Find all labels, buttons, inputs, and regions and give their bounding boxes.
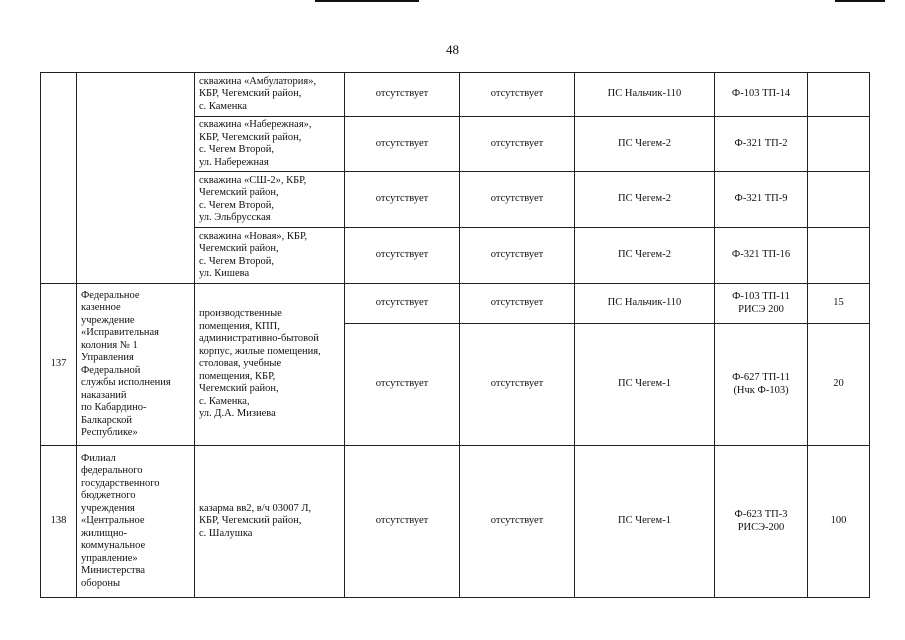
address-cell: производственные помещения, КПП, административно-бытовой корпус, жилые помещения, столовая, учебные помещения, КБР, Чегемский район, с. Каменка, ул. Д.А. Мизиева [195,284,345,446]
status-cell: отсутствует [460,172,575,228]
status-cell: отсутствует [345,284,460,324]
organization-cell [77,73,195,284]
status-cell: отсутствует [345,446,460,598]
feeder-cell: Ф-321 ТП-16 [715,228,808,284]
power-cell: 20 [808,324,870,446]
feeder-cell: Ф-623 ТП-3 РИСЭ-200 [715,446,808,598]
power-cell [808,117,870,172]
status-cell: отсутствует [460,228,575,284]
status-cell: отсутствует [460,117,575,172]
substation-cell: ПС Чегем-2 [575,172,715,228]
header-rule-right [835,0,885,2]
row-number-cell [41,73,77,284]
address-cell: казарма вв2, в/ч 03007 Л, КБР, Чегемский район, с. Шалушка [195,446,345,598]
feeder-cell: Ф-103 ТП-14 [715,73,808,117]
feeder-cell: Ф-321 ТП-2 [715,117,808,172]
status-cell: отсутствует [345,172,460,228]
feeder-cell: Ф-627 ТП-11 (Нчк Ф-103) [715,324,808,446]
status-cell: отсутствует [345,228,460,284]
status-cell: отсутствует [345,117,460,172]
substation-cell: ПС Чегем-1 [575,324,715,446]
power-cell [808,73,870,117]
status-cell: отсутствует [460,324,575,446]
substation-cell: ПС Чегем-2 [575,117,715,172]
page-number: 48 [446,42,459,57]
status-cell: отсутствует [460,73,575,117]
status-cell: отсутствует [460,284,575,324]
power-cell [808,228,870,284]
power-cell: 100 [808,446,870,598]
table-row [41,284,870,324]
status-cell: отсутствует [460,446,575,598]
address-cell: скважина «Новая», КБР, Чегемский район, с. Чегем Второй, ул. Кишева [195,228,345,284]
substation-cell: ПС Нальчик-110 [575,284,715,324]
status-cell: отсутствует [345,73,460,117]
power-cell: 15 [808,284,870,324]
header-rule-left [315,0,419,2]
organization-cell: Федеральное казенное учреждение «Исправительная колония № 1 Управления Федеральной службы исполнения наказаний по Кабардино- Балкарской Республике» [77,284,195,446]
table-row [41,73,870,117]
feeder-cell: Ф-103 ТП-11 РИСЭ 200 [715,284,808,324]
substation-cell: ПС Нальчик-110 [575,73,715,117]
feeder-cell: Ф-321 ТП-9 [715,172,808,228]
address-cell: скважина «Амбулатория», КБР, Чегемский район, с. Каменка [195,73,345,117]
status-cell: отсутствует [345,324,460,446]
table-row [41,446,870,598]
row-number-cell: 137 [41,284,77,446]
address-cell: скважина «Набережная», КБР, Чегемский район, с. Чегем Второй, ул. Набережная [195,117,345,172]
substation-cell: ПС Чегем-1 [575,446,715,598]
document-table [40,72,870,598]
address-cell: скважина «СШ-2», КБР, Чегемский район, с. Чегем Второй, ул. Эльбрусская [195,172,345,228]
row-number-cell: 138 [41,446,77,598]
power-cell [808,172,870,228]
organization-cell: Филиал федерального государственного бюджетного учреждения «Центральное жилищно- коммунальное управление» Министерства обороны [77,446,195,598]
substation-cell: ПС Чегем-2 [575,228,715,284]
